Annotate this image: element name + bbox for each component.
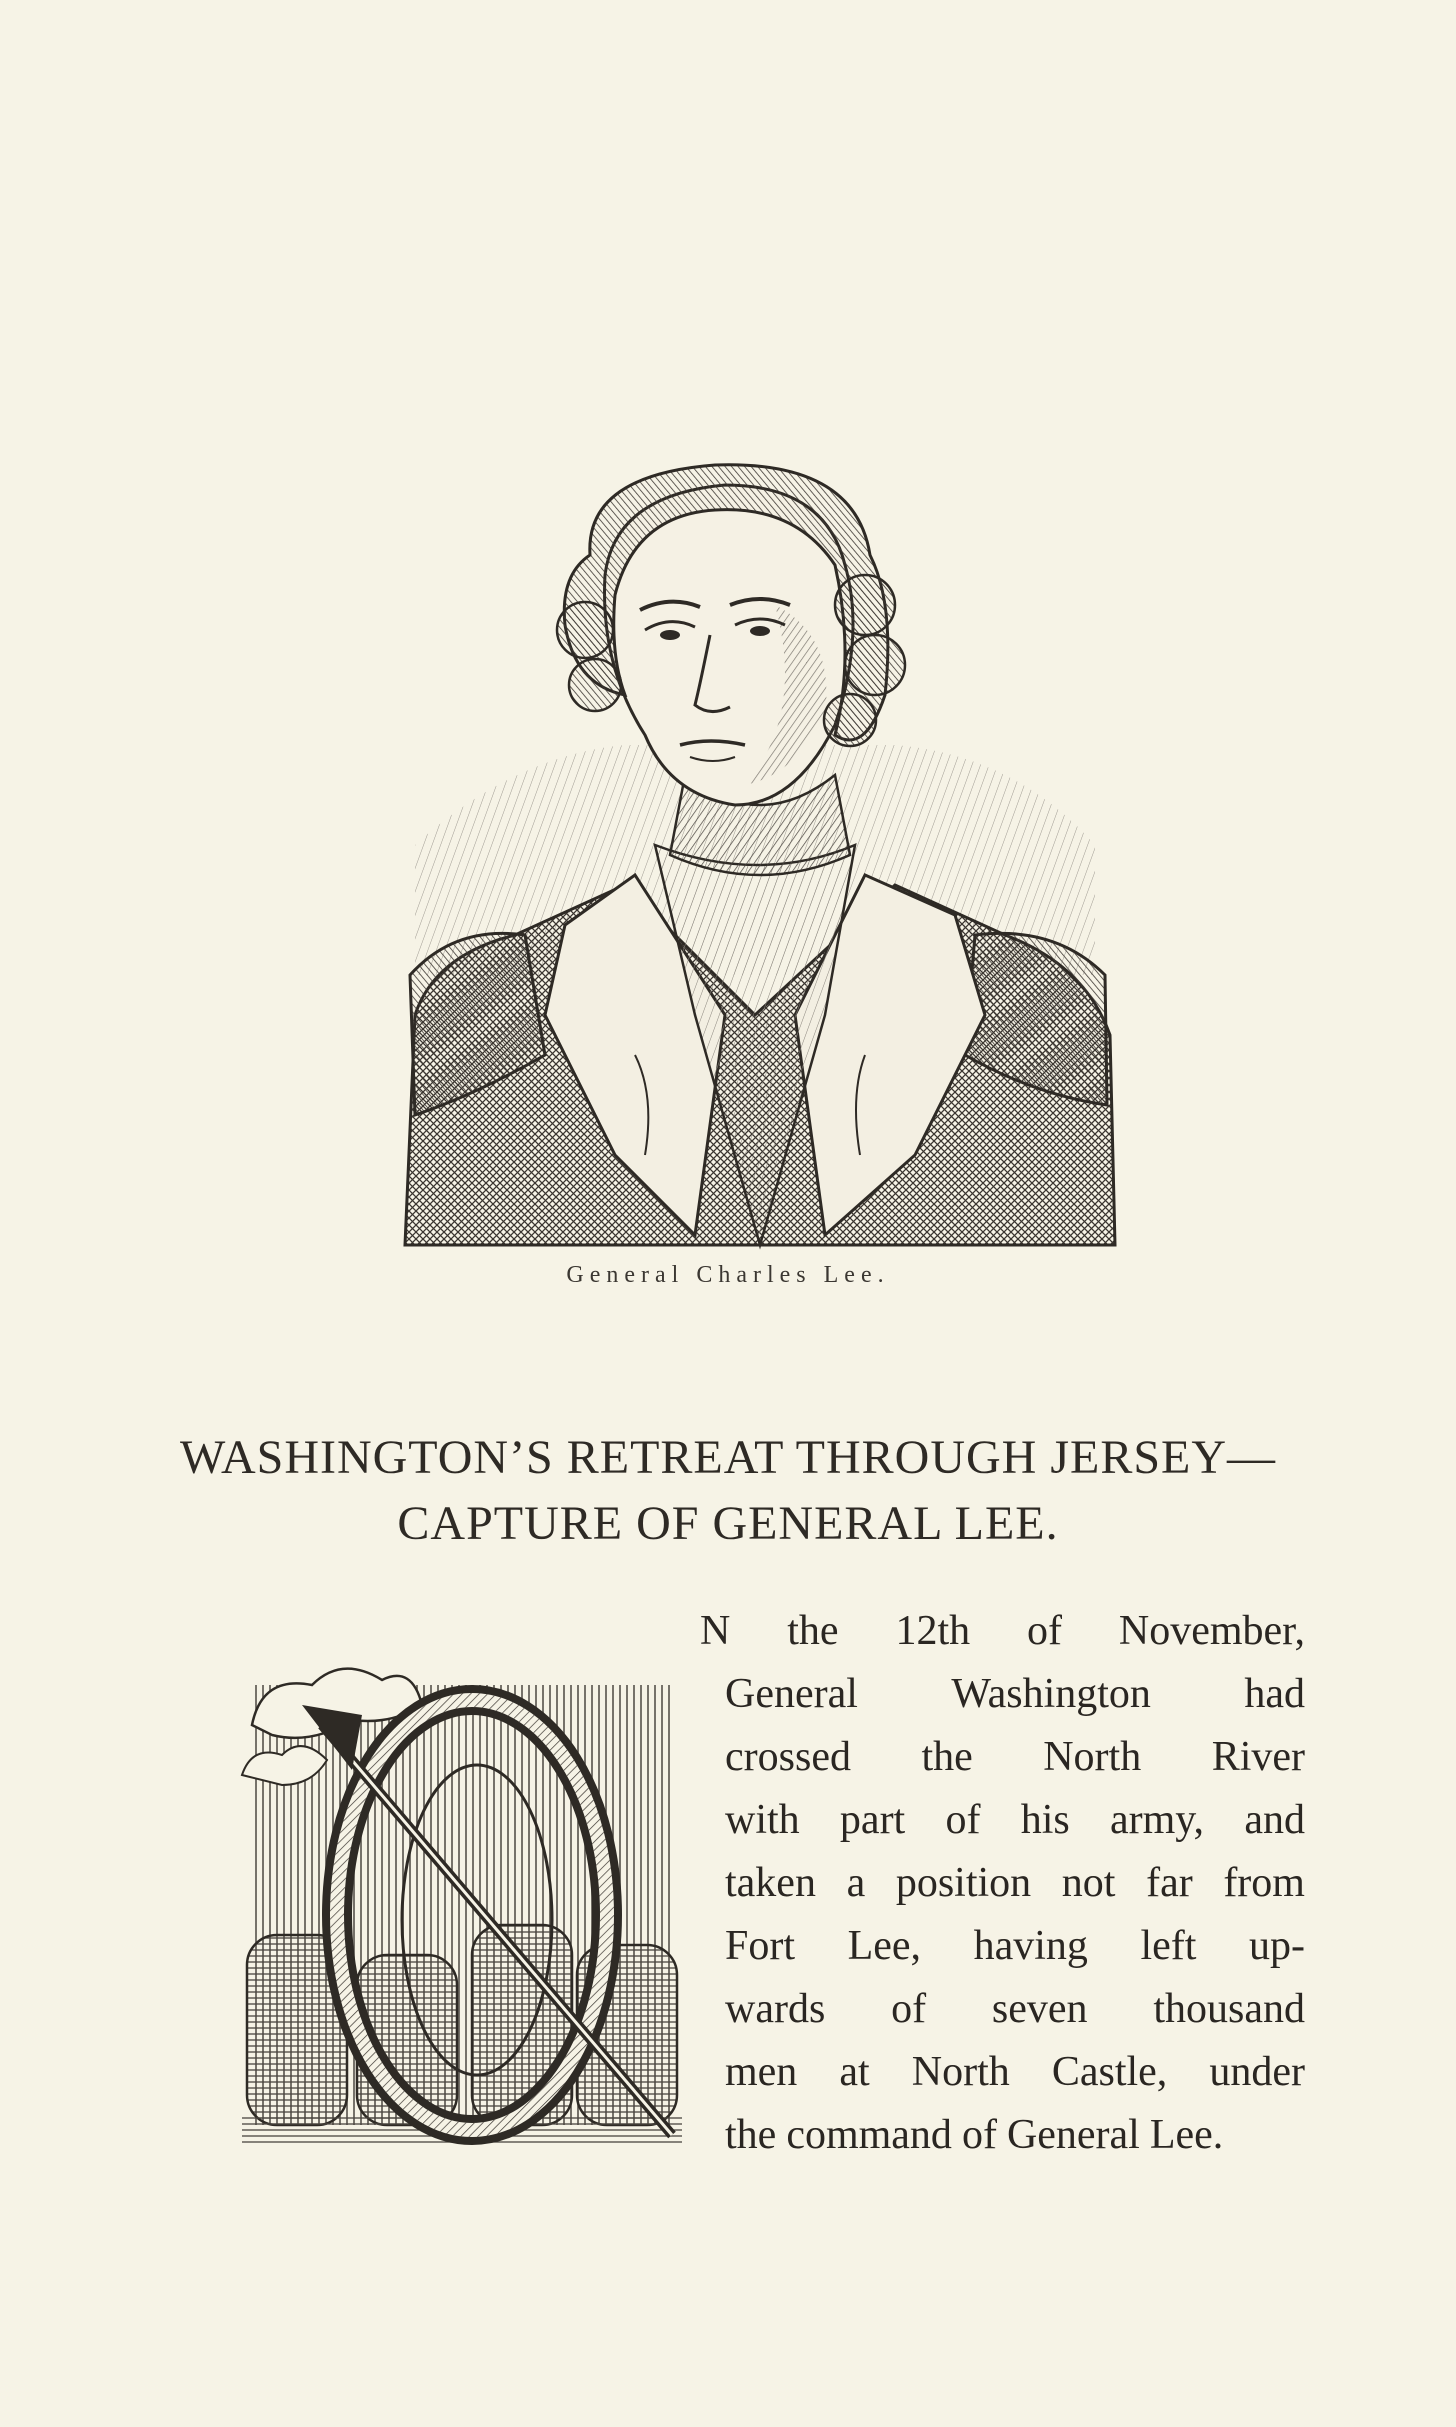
- body-word: a: [846, 1860, 866, 1906]
- body-line: [700, 1915, 1305, 1978]
- general-lee-portrait-icon: [395, 455, 1120, 1255]
- body-word: thousand: [1153, 1986, 1305, 2032]
- body-line: [700, 1789, 1305, 1852]
- body-word: of: [961, 2112, 997, 2158]
- body-word: seven: [991, 1986, 1088, 2032]
- body-word: of: [891, 1986, 927, 2032]
- body-line: [700, 2041, 1305, 2104]
- body-word: left: [1140, 1923, 1197, 1969]
- illustration-caption: General Charles Lee.: [566, 1262, 890, 1288]
- body-word: General: [1006, 2112, 1140, 2158]
- body-word: up-: [1249, 1923, 1305, 1969]
- body-line: [700, 2104, 1305, 2167]
- body-word: far: [1146, 1860, 1193, 1906]
- chapter-heading: [150, 1425, 1306, 1557]
- body-word: Lee,: [847, 1923, 922, 1969]
- ornamental-letter-o-icon: [232, 1635, 692, 2155]
- body-word: wards: [725, 1986, 826, 2032]
- body-word: taken: [725, 1860, 816, 1906]
- body-paragraph: [700, 1600, 1305, 2167]
- body-word: North: [911, 2049, 1010, 2095]
- body-word: with: [725, 1797, 800, 1843]
- body-word: the: [725, 2112, 777, 2158]
- body-word: North: [1043, 1734, 1142, 1780]
- body-word: General: [725, 1671, 858, 1717]
- body-word: position: [895, 1860, 1032, 1906]
- body-word: not: [1061, 1860, 1116, 1906]
- chapter-heading-line-2: CAPTURE OF GENERAL LEE.: [397, 1497, 1059, 1550]
- body-word: Lee.: [1149, 2112, 1224, 2158]
- body-word: of: [1027, 1608, 1062, 1654]
- body-word: Castle,: [1051, 2049, 1168, 2095]
- body-word: army,: [1109, 1797, 1205, 1843]
- body-line: [700, 1852, 1305, 1915]
- body-word: N: [700, 1608, 731, 1654]
- body-word: had: [1244, 1671, 1305, 1717]
- body-word: River: [1211, 1734, 1305, 1780]
- portrait-illustration: [395, 455, 1120, 1255]
- chapter-heading-line-1: WASHINGTON’S RETREAT THROUGH JERSEY—: [179, 1431, 1277, 1484]
- ornamental-initial: [232, 1635, 692, 2155]
- body-word: from: [1223, 1860, 1305, 1906]
- body-line: [700, 1600, 1305, 1663]
- body-word: men: [725, 2049, 798, 2095]
- body-word: having: [973, 1923, 1088, 1969]
- body-word: command: [786, 2112, 952, 2158]
- body-line: [700, 1978, 1305, 2041]
- body-word: his: [1020, 1797, 1070, 1843]
- body-line: [700, 1726, 1305, 1789]
- body-word: at: [839, 2049, 870, 2095]
- body-word: 12th: [895, 1608, 971, 1654]
- body-word: crossed: [725, 1734, 851, 1780]
- body-word: under: [1209, 2049, 1305, 2095]
- body-word: Fort: [725, 1923, 796, 1969]
- body-word: part: [839, 1797, 906, 1843]
- body-word: November,: [1118, 1608, 1305, 1654]
- body-word: the: [921, 1734, 973, 1780]
- body-word: the: [787, 1608, 839, 1654]
- body-line: [700, 1663, 1305, 1726]
- body-word: of: [945, 1797, 981, 1843]
- body-word: Washington: [951, 1671, 1151, 1717]
- body-word: and: [1244, 1797, 1305, 1843]
